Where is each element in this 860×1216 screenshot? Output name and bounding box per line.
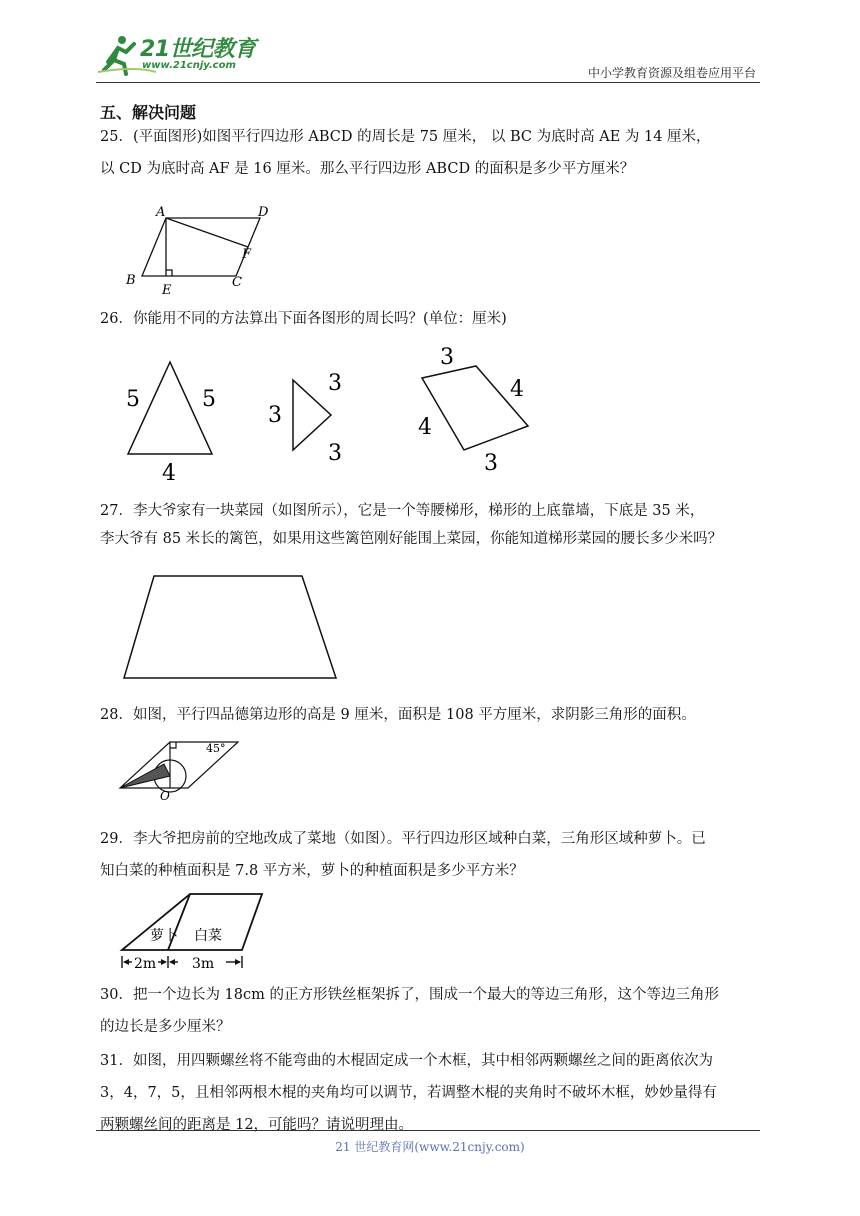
center-label: O [160, 789, 170, 803]
question-25 [100, 124, 764, 182]
logo-text: 21世纪教育 [140, 37, 256, 62]
label-c: C [232, 275, 242, 290]
tri1-base: 4 [162, 461, 176, 485]
quad-left-side: 4 [418, 415, 432, 440]
quad-right-side: 4 [510, 377, 524, 402]
section-title: 五、解决问题 [100, 103, 197, 122]
label-d: D [258, 205, 269, 220]
tri2-left-side: 3 [268, 403, 282, 428]
cabbage-label: 白菜 [194, 928, 222, 944]
radish-label: 萝卜 [150, 928, 178, 944]
parallelogram-figure [118, 202, 288, 298]
tri2-top-side: 3 [328, 371, 342, 396]
label-e: E [162, 283, 172, 298]
quad-bottom-side: 3 [484, 451, 498, 476]
question-line: 28．如图，平行四品德第边形的高是 9 厘米，面积是 108 平方厘米，求阴影三角形的面积。 [100, 707, 696, 723]
question-line: 知白菜的种植面积是 7.8 平方米，萝卜的种植面积是多少平方米？ [100, 863, 524, 879]
question-31 [100, 1048, 764, 1138]
trapezoid-figure [118, 570, 348, 684]
question-line: 以 CD 为底时高 AF 是 16 厘米。那么平行四边形 ABCD 的面积是多少平方厘米？ [100, 161, 635, 177]
perimeter-figures [118, 340, 538, 485]
tri1-left-side: 5 [126, 387, 140, 412]
tri1-right-side: 5 [202, 387, 216, 412]
footer-text: 21 世纪教育网(www.21cnjy.com) [335, 1140, 525, 1154]
question-line: 3，4，7，5，且相邻两根木棍的夹角均可以调节，若调整木棍的夹角时不破坏木框，妙妙量得有 [100, 1085, 717, 1101]
label-b: B [126, 273, 136, 288]
question-27 [100, 498, 764, 552]
label-a: A [156, 205, 166, 220]
question-28 [100, 702, 764, 728]
dimension-2m: 2m [134, 956, 157, 972]
question-line: 31．如图，用四颗螺丝将不能弯曲的木棍固定成一个木框，其中相邻两颗螺丝之间的距离依次为 [100, 1053, 713, 1069]
tri2-bottom-side: 3 [328, 441, 342, 466]
question-line: 的边长是多少厘米？ [100, 1019, 231, 1035]
question-line: 两颗螺丝间的距离是 12，可能吗？请说明理由。 [100, 1117, 414, 1133]
question-29 [100, 826, 764, 884]
question-line: 29．李大爷把房前的空地改成了菜地（如图）。平行四边形区域种白菜，三角形区域种萝卜。已 [100, 831, 706, 847]
question-line: 25．(平面图形)如图平行四边形 ABCD 的周长是 75 厘米， 以 BC 为底时高 AE 为 14 厘米， [100, 129, 711, 145]
angle-label: 45° [206, 742, 226, 755]
question-line: 李大爷有 85 米长的篱笆，如果用这些篱笆刚好能围上菜园，你能知道梯形菜园的腰长多少米吗？ [100, 531, 723, 547]
question-26 [100, 306, 764, 332]
page-header [96, 30, 760, 83]
quad-top-side: 3 [440, 345, 454, 370]
platform-tagline: 中小学教育资源及组卷应用平台 [587, 66, 756, 80]
question-line: 27．李大爷家有一块菜园（如图所示），它是一个等腰梯形，梯形的上底靠墙，下底是 35 米， [100, 503, 705, 519]
shaded-triangle-figure [118, 736, 248, 808]
question-line: 26．你能用不同的方法算出下面各图形的周长吗？(单位：厘米) [100, 311, 507, 327]
label-f: F [242, 247, 252, 262]
question-30 [100, 982, 764, 1040]
question-line: 30．把一个边长为 18cm 的正方形铁丝框架拆了，围成一个最大的等边三角形，这个等边三角形 [100, 987, 719, 1003]
garden-figure [118, 890, 268, 974]
logo-url: www.21cnjy.com [142, 60, 236, 71]
footer-divider [96, 1130, 760, 1131]
dimension-3m: 3m [192, 956, 215, 972]
